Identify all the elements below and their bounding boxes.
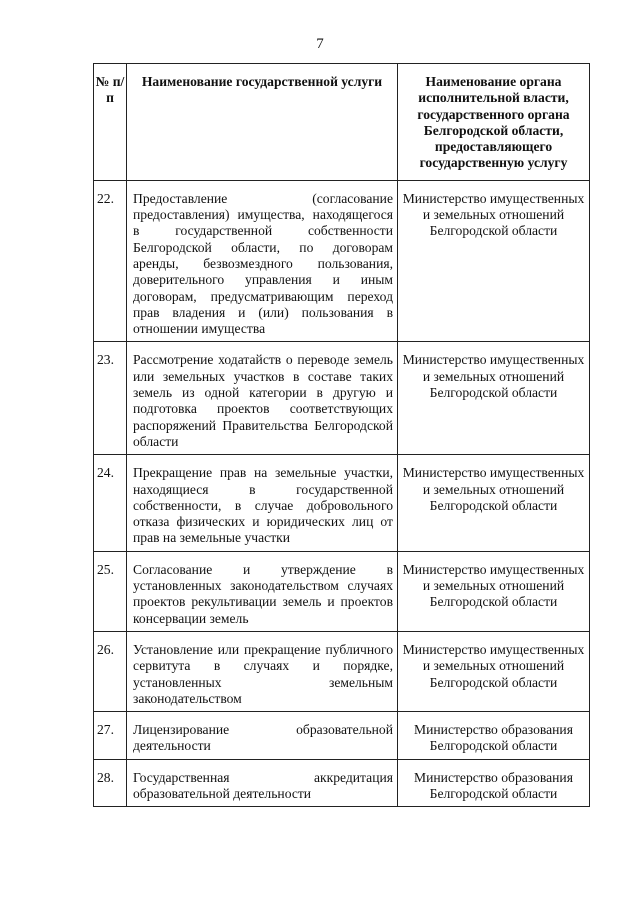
service-name: Прекращение прав на земельные участки, находящиеся в государственной собственности, в случае добровольного отказа физических и юридических лиц от прав на земельные участки: [127, 455, 398, 551]
authority-name: Министерство имущественных и земельных отношений Белгородской области: [398, 342, 590, 455]
row-number: 26.: [94, 631, 127, 711]
table-header-row: [94, 64, 590, 181]
row-number: 23.: [94, 342, 127, 455]
table-row: [94, 455, 590, 551]
row-number: 28.: [94, 759, 127, 807]
authority-name: Министерство имущественных и земельных отношений Белгородской области: [398, 180, 590, 342]
service-name: Согласование и утверждение в установленных законодательством случаях проектов рекультивации земель и проектов консервации земель: [127, 551, 398, 631]
service-name: Лицензирование образовательной деятельности: [127, 712, 398, 760]
authority-name: Министерство имущественных и земельных отношений Белгородской области: [398, 551, 590, 631]
service-name: Установление или прекращение публичного сервитута в случаях и порядке, установленных земельным законодательством: [127, 631, 398, 711]
row-number: 22.: [94, 180, 127, 342]
services-table: [93, 63, 590, 807]
authority-name: Министерство образования Белгородской области: [398, 712, 590, 760]
header-service-name: Наименование государственной услуги: [127, 64, 398, 181]
authority-name: Министерство имущественных и земельных отношений Белгородской области: [398, 631, 590, 711]
table-row: [94, 712, 590, 760]
row-number: 24.: [94, 455, 127, 551]
row-number: 25.: [94, 551, 127, 631]
service-name: Государственная аккредитация образовательной деятельности: [127, 759, 398, 807]
header-number: № п/п: [94, 64, 127, 181]
header-authority: Наименование органа исполнительной власти, государственного органа Белгородской области, предоставляющего государственную услугу: [398, 64, 590, 181]
table-row: [94, 551, 590, 631]
authority-name: Министерство имущественных и земельных отношений Белгородской области: [398, 455, 590, 551]
page-number: 7: [316, 36, 324, 52]
service-name: Предоставление (согласование предоставления) имущества, находящегося в государственной собственности Белгородской области, по договорам аренды, безвозмездного пользования, доверительного управления и иным договорам, предусматривающим переход прав владения и (или) пользования в отношении имущества: [127, 180, 398, 342]
table-row: [94, 342, 590, 455]
row-number: 27.: [94, 712, 127, 760]
table-row: [94, 759, 590, 807]
authority-name: Министерство образования Белгородской области: [398, 759, 590, 807]
table-row: [94, 180, 590, 342]
table-row: [94, 631, 590, 711]
service-name: Рассмотрение ходатайств о переводе земель или земельных участков в составе таких земель из одной категории в другую и подготовка проектов соответствующих распоряжений Правительства Белгородской области: [127, 342, 398, 455]
